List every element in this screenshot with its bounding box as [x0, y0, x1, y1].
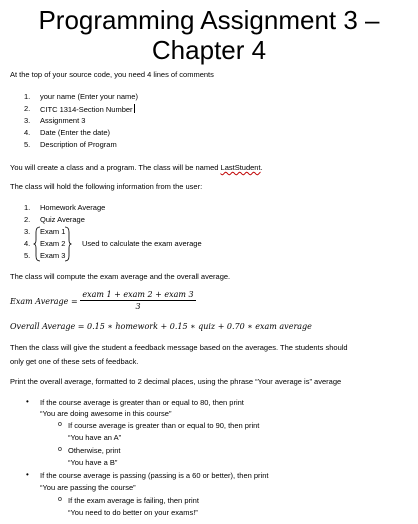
list-number: 3.: [24, 227, 31, 236]
list-number: 1.: [24, 203, 31, 212]
list-item: Exam 2: [40, 239, 66, 248]
exam-note: Used to calculate the exam average: [82, 239, 202, 248]
list-number: 4.: [24, 239, 31, 248]
document-title: [0, 5, 418, 65]
class-sentence-suffix: .: [260, 163, 263, 172]
class-sentence-prefix: You will create a class and a program. The class will be named: [10, 163, 221, 172]
title-line-1: Programming Assignment 3 –: [38, 5, 380, 35]
bullet-line: If the course average is passing (passing is a 60 or better), then print: [40, 471, 269, 480]
bullet-line: “You are doing awesome in this course”: [40, 409, 172, 418]
list-number: 5.: [24, 251, 31, 260]
sub-bullet-line: “You need to do better on your exams!”: [68, 508, 198, 517]
class-sentence: [10, 163, 263, 173]
bullet-line: “You are passing the course”: [40, 483, 136, 492]
list-item: Exam 3: [40, 251, 66, 260]
exam-formula-fraction: [80, 290, 196, 311]
hold-sentence: The class will hold the following information from the user:: [10, 182, 203, 191]
list-number: 3.: [24, 116, 31, 125]
list-item: Quiz Average: [40, 215, 85, 224]
list-item: [40, 104, 135, 115]
list-item: your name (Enter your name): [40, 92, 138, 101]
left-brace-icon: [33, 226, 41, 262]
exam-formula-denominator: 3: [135, 302, 141, 311]
sub-bullet-icon: o: [58, 421, 62, 428]
sub-bullet-line: If the exam average is failing, then print: [68, 496, 199, 505]
text-cursor: [134, 104, 135, 113]
list-item-text: CITC 1314-Section Number: [40, 105, 133, 114]
list-item: Date (Enter the date): [40, 128, 111, 137]
bullet-line: If the course average is greater than or equal to 80, then print: [40, 398, 244, 407]
sub-bullet-line: “You have a B”: [68, 458, 118, 467]
exam-formula-lhs: Exam Average =: [10, 297, 78, 306]
list-item: Description of Program: [40, 140, 117, 149]
feedback-line-2: only get one of these sets of feedback.: [10, 357, 139, 366]
right-brace-icon: [64, 226, 72, 262]
overall-formula: Overall Average = 0.15 ∗ homework + 0.15 ∗ quiz + 0.70 ∗ exam average: [10, 322, 312, 331]
list-number: 2.: [24, 215, 31, 224]
print-sentence: Print the overall average, formatted to 2 decimal places, using the phrase “Your average is” average: [10, 377, 342, 386]
sub-bullet-line: Otherwise, print: [68, 446, 121, 455]
list-number: 5.: [24, 140, 31, 149]
sub-bullet-line: If course average is greater than or equal to 90, then print: [68, 421, 260, 430]
feedback-line-1: Then the class will give the student a feedback message based on the averages. The students should: [10, 343, 348, 352]
list-item: Assignment 3: [40, 116, 86, 125]
list-number: 2.: [24, 104, 31, 113]
intro-text: At the top of your source code, you need 4 lines of comments: [10, 70, 214, 79]
class-name: LastStudent: [220, 163, 261, 172]
exam-formula-numerator: exam 1 + exam 2 + exam 3: [82, 290, 194, 299]
list-number: 1.: [24, 92, 31, 101]
bullet-icon: •: [26, 397, 29, 406]
bullet-icon: •: [26, 470, 29, 479]
list-item: Homework Average: [40, 203, 106, 212]
list-item: Exam 1: [40, 227, 66, 236]
fraction-bar: [80, 300, 196, 301]
sub-bullet-icon: o: [58, 496, 62, 503]
sub-bullet-icon: o: [58, 446, 62, 453]
list-number: 4.: [24, 128, 31, 137]
sub-bullet-line: “You have an A”: [68, 433, 122, 442]
title-line-2: Chapter 4: [151, 35, 267, 65]
compute-sentence: The class will compute the exam average and the overall average.: [10, 272, 231, 281]
